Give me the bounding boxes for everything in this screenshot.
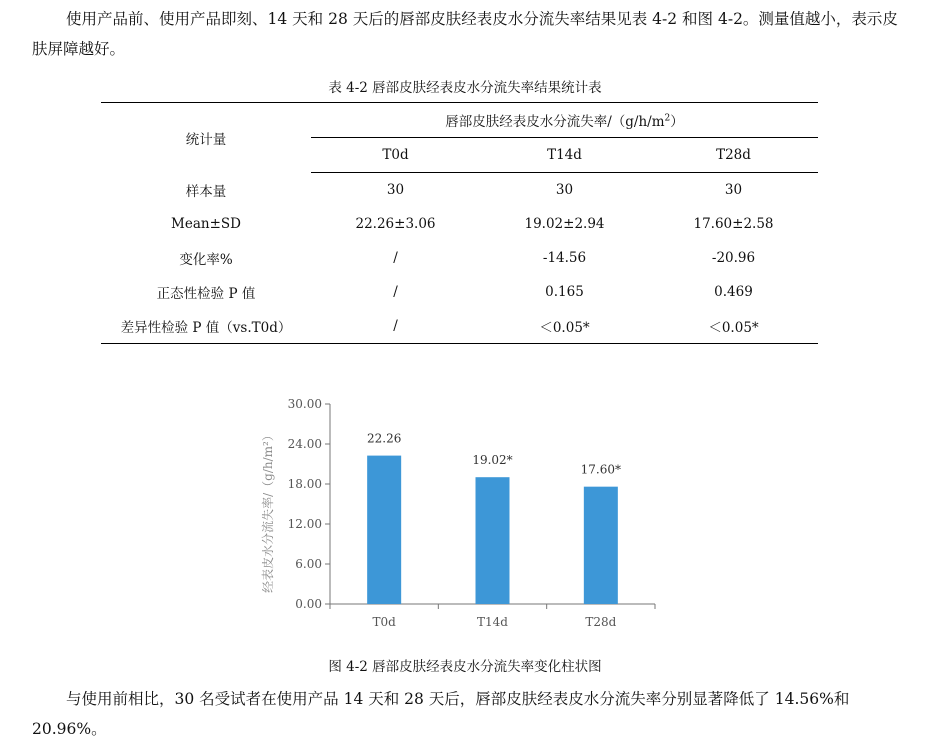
- table-cell: /: [393, 250, 398, 266]
- bar: [367, 456, 401, 604]
- table-cell: 30: [724, 182, 743, 198]
- table-caption: 表 4-2 唇部皮肤经表皮水分流失率结果统计表: [328, 80, 602, 96]
- y-tick-label: 18.00: [287, 477, 322, 491]
- table-cell: ＜0.05*: [708, 320, 759, 336]
- table-cell: 30: [555, 182, 574, 198]
- group-header-sup: 2: [664, 113, 671, 124]
- table-cell: /: [393, 284, 398, 300]
- chart-bars: [367, 432, 621, 629]
- y-tick-label: 30.00: [287, 397, 322, 411]
- bar-data-label: 19.02*: [472, 453, 513, 468]
- table-cell: -20.96: [711, 250, 756, 266]
- stub-header: 统计量: [185, 131, 227, 148]
- group-header-text: 唇部皮肤经表皮水分流失率/（g/h/m: [445, 114, 665, 130]
- row-label: Mean±SD: [171, 216, 241, 232]
- intro-paragraph: 使用产品前、使用产品即刻、14 天和 28 天后的唇部皮肤经表皮水分流失率结果见表 4-2 和图 4-2。测量值越小，表示皮肤屏障越好。: [32, 10, 898, 58]
- table-cell: 0.469: [714, 284, 753, 300]
- table-cell: /: [393, 318, 398, 334]
- bar-data-label: 22.26: [366, 431, 402, 446]
- row-label: 正态性检验 P 值: [156, 286, 256, 302]
- x-tick-label: T28d: [585, 615, 617, 629]
- table-cell: 30: [386, 182, 405, 198]
- table-cell: 17.60±2.58: [693, 216, 774, 232]
- x-tick-label: T0d: [372, 615, 396, 629]
- column-header: T14d: [480, 138, 649, 173]
- column-header: T28d: [649, 138, 818, 173]
- group-header-suffix: ）: [670, 114, 684, 130]
- row-label: 差异性检验 P 值（vs.T0d）: [120, 320, 292, 336]
- y-tick-label: 6.00: [295, 557, 322, 571]
- table-cell: ＜0.05*: [539, 320, 590, 336]
- y-axis-label: 经表皮水分流失率/（g/h/m²）: [261, 429, 275, 593]
- conclusion-paragraph: 与使用前相比，30 名受试者在使用产品 14 天和 28 天后，唇部皮肤经表皮水分流失率分别显著降低了 14.56%和 20.96%。: [32, 690, 850, 738]
- row-label: 样本量: [185, 183, 227, 200]
- figure-caption: 图 4-2 唇部皮肤经表皮水分流失率变化柱状图: [328, 659, 602, 675]
- bar: [584, 487, 618, 604]
- bar-data-label: 17.60*: [580, 462, 622, 477]
- column-header: T0d: [311, 138, 480, 173]
- x-tick-label: T14d: [477, 615, 508, 629]
- y-tick-label: 0.00: [295, 597, 322, 611]
- table-cell: 19.02±2.94: [524, 216, 605, 232]
- bar: [476, 477, 510, 604]
- y-tick-label: 24.00: [287, 437, 322, 451]
- table-cell: 0.165: [545, 284, 584, 300]
- table-cell: -14.56: [542, 250, 587, 266]
- row-label: 变化率%: [179, 252, 233, 268]
- table-cell: 22.26±3.06: [355, 216, 436, 232]
- y-tick-label: 12.00: [287, 517, 322, 531]
